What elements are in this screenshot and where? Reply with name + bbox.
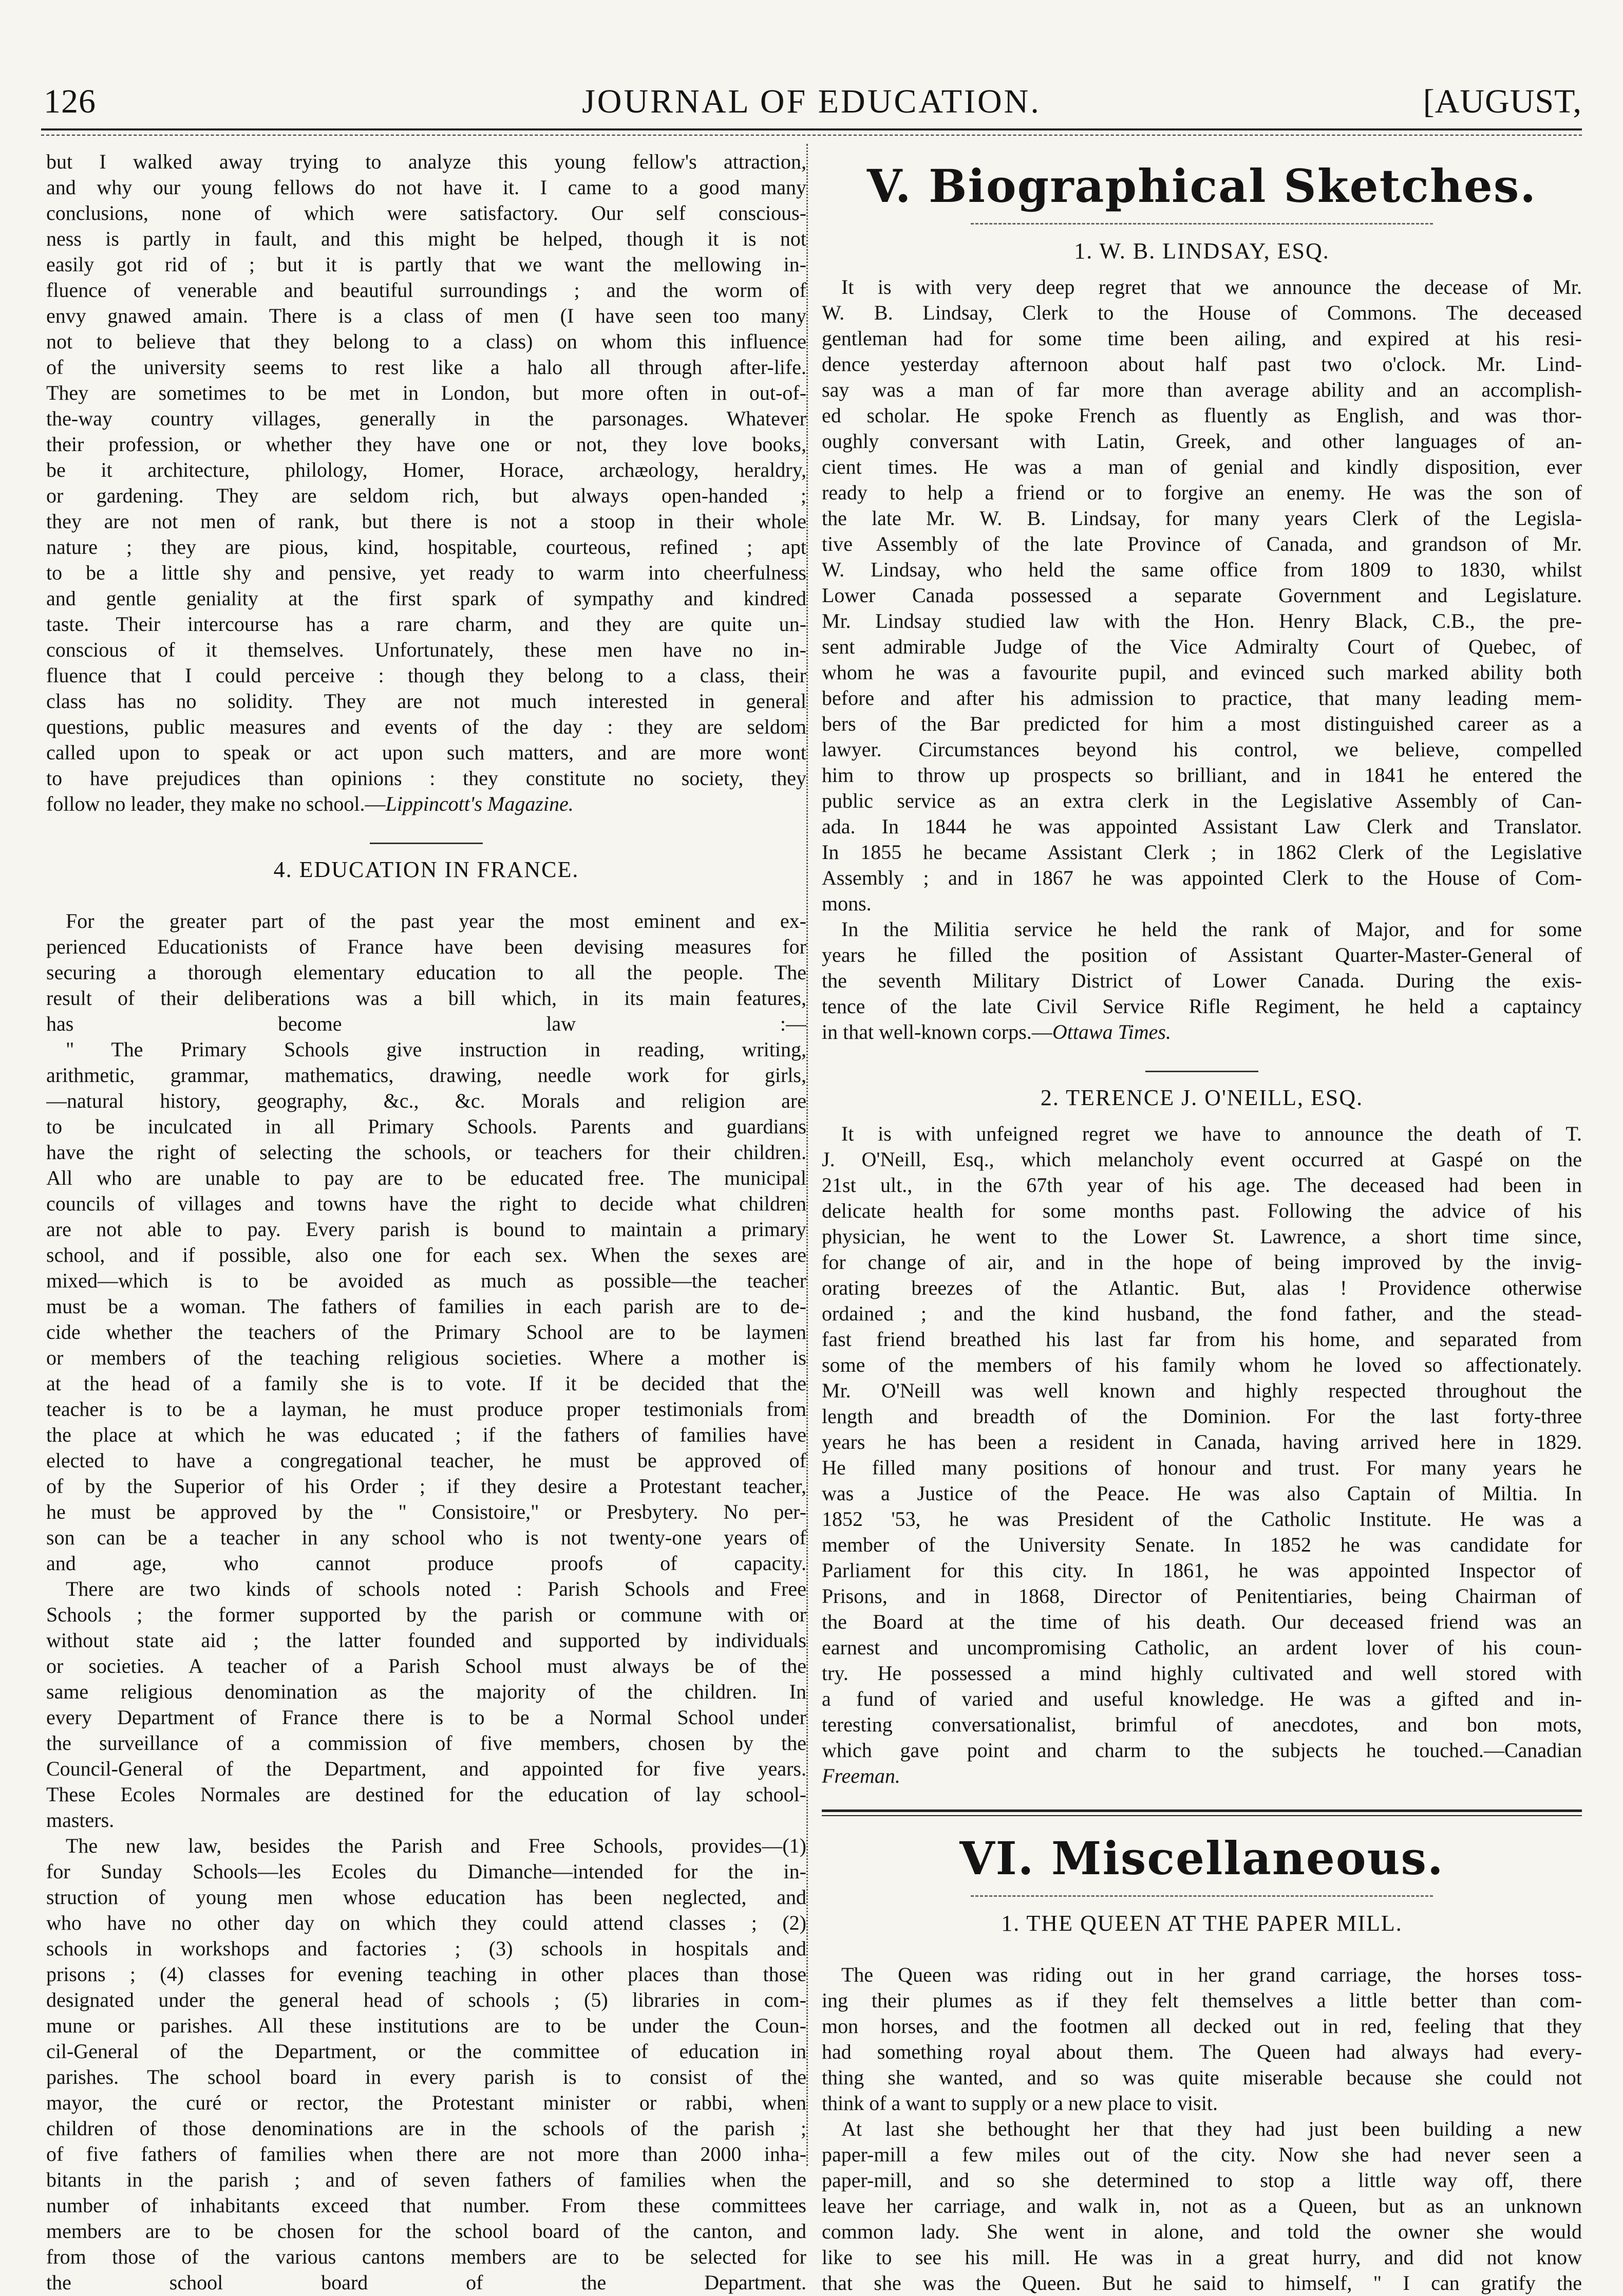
text-line: was a Justice of the Peace. He was also Captain of Miltia. In	[822, 1482, 1582, 1505]
text-line: he must be approved by the " Consistoire," or Presbytery. No per-	[46, 1500, 806, 1523]
text-line: mixed—which is to be avoided as much as possible—the teacher	[46, 1269, 806, 1292]
text-line: parishes. The school board in every parish is to consist of the	[46, 2065, 806, 2088]
france-paragraph-2	[46, 1037, 806, 1576]
text-line: say was a man of far more than average ability and an accomplish-	[822, 378, 1582, 401]
spacer	[46, 817, 806, 843]
column-divider	[806, 144, 808, 2166]
text-line: and why our young fellows do not have it. I came to a good many	[46, 176, 806, 199]
text-line: Council-General of the Department, and appointed for five years.	[46, 1757, 806, 1780]
text-line: Assembly ; and in 1867 he was appointed Clerk to the House of Com-	[822, 866, 1582, 889]
journal-title: JOURNAL OF EDUCATION.	[582, 83, 1041, 120]
article-title-france: 4. EDUCATION IN FRANCE.	[273, 857, 579, 882]
continuation-article	[46, 149, 806, 817]
text-line: at the head of a family she is to vote. If it be decided that the	[46, 1372, 806, 1395]
left-column	[46, 149, 806, 2295]
text-line: of by the Superior of his Order ; if they desire a Protestant teacher,	[46, 1474, 806, 1498]
article-title-queen: 1. THE QUEEN AT THE PAPER MILL.	[1001, 1911, 1403, 1936]
text-line: same religious denomination as the majority of the children. In	[46, 1680, 806, 1703]
text-line: ness is partly in fault, and this might be helped, though it is not	[46, 227, 806, 250]
text-line: to be inculcated in all Primary Schools. Parents and guardians	[46, 1115, 806, 1138]
text-line: length and breadth of the Dominion. For the last forty-three	[822, 1405, 1582, 1428]
article-separator	[1145, 1071, 1258, 1072]
text-line: mune or parishes. All these institutions are to be under the Coun-	[46, 2014, 806, 2037]
oneill-paragraph-1	[822, 1121, 1582, 1763]
france-paragraph-1	[46, 908, 806, 1037]
text-line: bers of the Bar predicted for him a most distinguished career as a	[822, 712, 1582, 735]
text-line: must be a woman. The fathers of families in each parish are to de-	[46, 1295, 806, 1318]
text-line: or gardening. They are seldom rich, but always open-handed ;	[46, 484, 806, 507]
text-line: the Board at the time of his death. Our deceased friend was an	[822, 1610, 1582, 1633]
text-line: For the greater part of the past year the most eminent and ex-	[66, 909, 806, 932]
text-line: mayor, the curé or rector, the Protestant minister or rabbi, when	[46, 2091, 806, 2114]
text-line: cil-General of the Department, or the committee of education in	[46, 2040, 806, 2063]
text-line: of five fathers of families when there are not more than 2000 inha-	[46, 2142, 806, 2166]
text-line: tive Assembly of the late Province of Canada, and grandson of Mr.	[822, 532, 1582, 555]
text-line: the-way country villages, generally in the parsonages. Whatever	[46, 407, 806, 430]
lindsay-source: Ottawa Times.	[1052, 1020, 1171, 1043]
text-line: number of inhabitants exceed that number. From these committees	[46, 2194, 806, 2217]
lindsay-last-line	[822, 1019, 1582, 1045]
text-line: " The Primary Schools give instruction in reading, writing,	[66, 1038, 806, 1061]
spacer	[46, 893, 806, 908]
text-line: Lower Canada possessed a separate Government and Legislature.	[822, 584, 1582, 607]
text-line: He filled many positions of honour and trust. For many years he	[822, 1456, 1582, 1479]
text-line: In the Militia service he held the rank of Major, and for some	[841, 918, 1582, 941]
text-line: gentleman had for some time been ailing, and expired at his resi-	[822, 327, 1582, 350]
section-heading-miscellaneous: VI. Miscellaneous.	[959, 1832, 1444, 1885]
text-line: paper-mill a few miles out of the city. Now she had never seen a	[822, 2143, 1582, 2166]
text-line: securing a thorough elementary education to all the people. The	[46, 961, 806, 984]
text-line: J. O'Neill, Esq., which melancholy event occurred at Gaspé on the	[822, 1148, 1582, 1171]
text-line: which gave point and charm to the subjects he touched.—Canadian	[822, 1739, 1582, 1762]
spacer	[822, 1045, 1582, 1071]
text-line: years he filled the position of Assistant Quarter-Master-General of	[822, 943, 1582, 966]
continuation-source: Lippincott's Magazine.	[385, 792, 574, 815]
france-paragraph-3	[46, 1576, 806, 1833]
text-line: the seventh Military District of Lower Canada. During the exis-	[822, 969, 1582, 992]
lindsay-last-text: in that well-known corps.—	[822, 1020, 1052, 1043]
header-rule-dashed	[41, 135, 1582, 136]
text-line: from those of the various cantons members are to be selected for	[46, 2245, 806, 2268]
text-line: teacher is to be a layman, he must produce proper testimonials from	[46, 1397, 806, 1421]
text-line: Schools ; the former supported by the parish or commune with or	[46, 1603, 806, 1626]
text-line: taste. Their intercourse has a rare charm, and they are quite un-	[46, 612, 806, 636]
text-line: ordained ; and the kind husband, the fond father, and the stead-	[822, 1302, 1582, 1325]
text-line: of the university seems to rest like a halo all through after-life.	[46, 356, 806, 379]
text-line: perienced Educationists of France have been devising measures for	[46, 935, 806, 958]
france-paragraph-4	[46, 1833, 806, 2295]
text-line: cide whether the teachers of the Primary School are to be laymen	[46, 1320, 806, 1343]
text-line: to be a little shy and pensive, yet ready to warm into cheerfulness	[46, 561, 806, 584]
text-line: There are two kinds of schools noted : Parish Schools and Free	[66, 1577, 806, 1600]
text-line: a fund of varied and useful knowledge. He was a gifted and in-	[822, 1687, 1582, 1710]
text-line: oughly conversant with Latin, Greek, and other languages of an-	[822, 430, 1582, 453]
page-number: 126	[44, 83, 96, 120]
text-line: children of those denominations are in the schools of the parish ;	[46, 2117, 806, 2140]
text-line: questions, public measures and events of the day : they are seldom	[46, 715, 806, 738]
text-line: The Queen was riding out in her grand carriage, the horses toss-	[841, 1963, 1582, 1986]
text-line: but I walked away trying to analyze this young fellow's attraction,	[46, 150, 806, 173]
text-line: —natural history, geography, &c., &c. Morals and religion are	[46, 1089, 806, 1112]
text-line: They are sometimes to be met in London, but more often in out-of-	[46, 381, 806, 404]
text-line: member of the University Senate. In 1852 he was candidate for	[822, 1533, 1582, 1556]
text-line: son can be a teacher in any school who is not twenty-one years of	[46, 1526, 806, 1549]
text-line: years he has been a resident in Canada, having arrived here in 1829.	[822, 1430, 1582, 1453]
section-double-rule	[822, 1809, 1582, 1816]
text-line: ing their plumes as if they felt themselves a little better than com-	[822, 1989, 1582, 2012]
text-line: schools in workshops and factories ; (3) schools in hospitals and	[46, 1937, 806, 1960]
text-line: paper-mill, and so she determined to stop a little way off, there	[822, 2169, 1582, 2192]
text-line: ada. In 1844 he was appointed Assistant Law Clerk and Translator.	[822, 815, 1582, 838]
text-line: some of the members of his family whom he loved so affectionately.	[822, 1353, 1582, 1376]
text-line: for change of air, and in the hope of being improved by the invig-	[822, 1250, 1582, 1274]
queen-paragraph-2	[822, 2116, 1582, 2296]
text-line: teresting conversationalist, brimful of anecdotes, and bon mots,	[822, 1713, 1582, 1736]
article-title-lindsay: 1. W. B. LINDSAY, ESQ.	[1074, 238, 1330, 264]
text-line: school, and if possible, also one for each sex. When the sexes are	[46, 1243, 806, 1266]
lindsay-paragraph-1	[822, 274, 1582, 917]
text-line: Prisons, and in 1868, Director of Penitentiaries, being Chairman of	[822, 1584, 1582, 1608]
text-line: whom he was a favourite pupil, and evinced such marked ability both	[822, 661, 1582, 684]
text-line: or members of the teaching religious societies. Where a mother is	[46, 1346, 806, 1369]
spacer	[822, 1947, 1582, 1962]
continuation-last-text: follow no leader, they make no school.—	[46, 792, 386, 815]
text-line: sent admirable Judge of the Vice Admiralty Court of Quebec, of	[822, 635, 1582, 658]
text-line: has become law :—	[46, 1012, 806, 1035]
oneill-source-last	[822, 1763, 1582, 1789]
text-line: nature ; they are pious, kind, hospitable, courteous, refined ; apt	[46, 535, 806, 558]
text-line: they are not men of rank, but there is not a stoop in their whole	[46, 510, 806, 533]
text-line: before and after his admission to practice, that many leading mem-	[822, 686, 1582, 710]
text-line: physician, he went to the Lower St. Lawrence, a short time since,	[822, 1225, 1582, 1248]
text-line: leave her carriage, and walk in, not as a Queen, but as an unknown	[822, 2194, 1582, 2217]
section-heading-biographical: V. Biographical Sketches.	[866, 159, 1537, 213]
continuation-last-line	[46, 791, 806, 817]
text-line: Mr. Lindsay studied law with the Hon. Henry Black, C.B., the pre-	[822, 609, 1582, 632]
text-line: and gentle geniality at the first spark of sympathy and kindred	[46, 587, 806, 610]
article-separator	[370, 843, 483, 844]
text-line: common lady. She went in alone, and told the owner she would	[822, 2220, 1582, 2243]
text-line: their profession, or whether they have one or not, they love books,	[46, 433, 806, 456]
text-line: conscious of it themselves. Unfortunately, these men have no in-	[46, 638, 806, 661]
text-line: fluence that I could perceive : though they belong to a class, their	[46, 664, 806, 687]
text-line: 21st ult., in the 67th year of his age. The deceased had been in	[822, 1173, 1582, 1197]
text-line: In 1855 he became Assistant Clerk ; in 1862 Clerk of the Legislative	[822, 841, 1582, 864]
text-line: him to throw up prospects so brilliant, and in 1841 he entered the	[822, 763, 1582, 787]
text-line: result of their deliberations was a bill which, in its main features,	[46, 986, 806, 1010]
text-line: masters.	[46, 1808, 115, 1832]
text-line: It is with very deep regret that we announce the decease of Mr.	[841, 275, 1582, 298]
text-line: Mr. O'Neill was well known and highly respected throughout the	[822, 1379, 1582, 1402]
text-line: councils of villages and towns have the right to decide what children	[46, 1192, 806, 1215]
text-line: the school board of the Department.	[46, 2271, 806, 2294]
text-line: called upon to speak or act upon such matters, and are more wont	[46, 741, 806, 764]
text-line: delicate health for some months past. Following the advice of his	[822, 1199, 1582, 1222]
text-line: try. He possessed a mind highly cultivated and well stored with	[822, 1662, 1582, 1685]
text-line: 1852 '53, he was President of the Catholic Institute. He was a	[822, 1507, 1582, 1530]
text-line: orating breezes of the Atlantic. But, alas ! Providence otherwise	[822, 1276, 1582, 1299]
text-line: mon horses, and the footmen all decked out in red, feeling that they	[822, 2014, 1582, 2038]
text-line: struction of young men whose education has been neglected, and	[46, 1886, 806, 1909]
text-line: W. B. Lindsay, Clerk to the House of Commons. The deceased	[822, 301, 1582, 324]
text-line: prisons ; (4) classes for evening teaching in other places than those	[46, 1963, 806, 1986]
text-line: and age, who cannot produce proofs of capacity.	[46, 1552, 806, 1575]
text-line: It is with unfeigned regret we have to announce the death of T.	[841, 1122, 1582, 1145]
lindsay-paragraph-2	[822, 917, 1582, 1019]
text-line: earnest and uncompromising Catholic, an ardent lover of his coun-	[822, 1636, 1582, 1659]
continuation-lines	[46, 149, 806, 791]
text-line: fluence of venerable and beautiful surroundings ; and the worm of	[46, 278, 806, 302]
text-line: mons.	[822, 892, 872, 915]
text-line: conclusions, none of which were satisfactory. Our self conscious-	[46, 201, 806, 225]
text-line: have the right of selecting the schools, or teachers for their children.	[46, 1141, 806, 1164]
text-line: are not able to pay. Every parish is bound to maintain a primary	[46, 1218, 806, 1241]
text-line: arithmetic, grammar, mathematics, drawing, needle work for girls,	[46, 1063, 806, 1087]
text-line: These Ecoles Normales are destined for the education of lay school-	[46, 1783, 806, 1806]
text-line: who have no other day on which they could attend classes ; (2)	[46, 1911, 806, 1934]
running-head	[41, 77, 1582, 128]
oneill-article	[822, 1085, 1582, 1789]
text-line: the surveillance of a commission of five members, chosen by the	[46, 1731, 806, 1754]
text-line: class has no solidity. They are not much interested in general	[46, 689, 806, 713]
text-line: like to see his mill. He was in a great hurry, and did not know	[822, 2246, 1582, 2269]
text-line: or societies. A teacher of a Parish School must always be of the	[46, 1654, 806, 1677]
text-line: to have prejudices than opinions : they constitute no society, they	[46, 767, 806, 790]
text-line: without state aid ; the latter founded and supported by individuals	[46, 1629, 806, 1652]
text-line: fast friend breathed his last far from his home, and separated from	[822, 1328, 1582, 1351]
right-column	[822, 149, 1582, 2296]
text-line: not to believe that they belong to a class) on whom this influence	[46, 330, 806, 353]
oneill-source: Freeman.	[822, 1764, 900, 1787]
education-in-france-article	[46, 856, 806, 2295]
text-line: W. Lindsay, who held the same office from 1809 to 1830, whilst	[822, 558, 1582, 581]
lindsay-article	[822, 238, 1582, 1045]
text-line: the late Mr. W. B. Lindsay, for many years Clerk of the Legisla-	[822, 507, 1582, 530]
text-line: that she was the Queen. But he said to himself, " I can gratify the	[822, 2271, 1582, 2294]
text-line: At last she bethought her that they had just been building a new	[841, 2117, 1582, 2140]
section-ornament-rule	[971, 1895, 1433, 1897]
article-title-oneill: 2. TERENCE J. O'NEILL, ESQ.	[1040, 1085, 1364, 1110]
text-line: members are to be chosen for the school board of the canton, and	[46, 2219, 806, 2243]
text-line: envy gnawed amain. There is a class of men (I have seen too many	[46, 304, 806, 327]
issue-month: [AUGUST,	[1423, 83, 1582, 120]
queen-article	[822, 1910, 1582, 2296]
text-line: public service as an extra clerk in the Legislative Assembly of Can-	[822, 789, 1582, 812]
header-rule	[41, 128, 1582, 130]
text-line: All who are unable to pay are to be educated free. The municipal	[46, 1166, 806, 1189]
text-line: every Department of France there is to be a Normal School under	[46, 1706, 806, 1729]
text-line: bitants in the parish ; and of seven fathers of families when the	[46, 2168, 806, 2191]
text-line: had something royal about them. The Queen had always had every-	[822, 2040, 1582, 2063]
text-line: lawyer. Circumstances beyond his control, we believe, compelled	[822, 738, 1582, 761]
text-line: dence yesterday afternoon about half past two o'clock. Mr. Lind-	[822, 352, 1582, 376]
text-line: easily got rid of ; but it is partly that we want the mellowing in-	[46, 253, 806, 276]
text-line: ready to help a friend or to forgive an enemy. He was the son of	[822, 481, 1582, 504]
text-line: ed scholar. He spoke French as fluently as English, and was thor-	[822, 404, 1582, 427]
section-ornament-rule	[971, 223, 1433, 225]
text-line: tence of the late Civil Service Rifle Regiment, he held a captaincy	[822, 995, 1582, 1018]
text-line: thing she wanted, and so was quite miserable because she could not	[822, 2066, 1582, 2089]
text-line: Parliament for this city. In 1861, he was appointed Inspector of	[822, 1559, 1582, 1582]
text-line: for Sunday Schools—les Ecoles du Dimanche—intended for the in-	[46, 1860, 806, 1883]
text-line: The new law, besides the Parish and Free Schools, provides—(1)	[66, 1834, 806, 1857]
text-line: the place at which he was educated ; if the fathers of families have	[46, 1423, 806, 1446]
queen-paragraph-1	[822, 1962, 1582, 2090]
queen-paragraph-1-last: think of a want to supply or a new place to visit.	[822, 2092, 1218, 2115]
text-line: elected to have a congregational teacher, he must be approved of	[46, 1449, 806, 1472]
text-line: designated under the general head of schools ; (5) libraries in com-	[46, 1988, 806, 2011]
text-line: be it architecture, philology, Homer, Horace, archæology, heraldry,	[46, 458, 806, 481]
text-line: cient times. He was a man of genial and kindly disposition, ever	[822, 455, 1582, 478]
